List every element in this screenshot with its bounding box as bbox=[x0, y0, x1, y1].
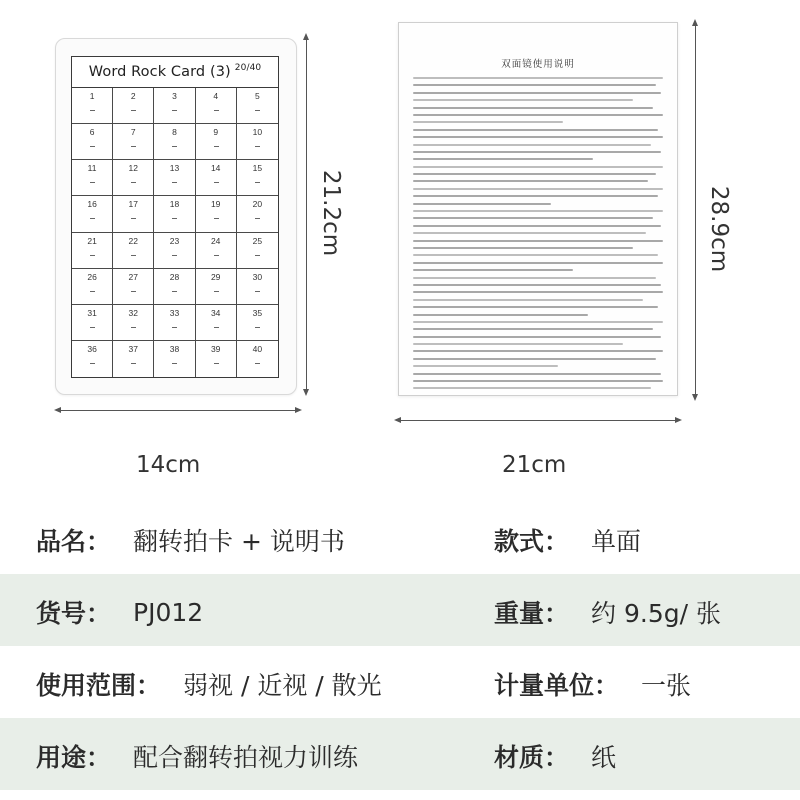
card-cell-number: 32 bbox=[128, 307, 139, 318]
card-cell bbox=[113, 196, 154, 232]
card-cell-symbol bbox=[214, 218, 219, 219]
card-cell-symbol bbox=[172, 327, 177, 328]
sheet-text-line bbox=[413, 84, 656, 86]
card-cell-symbol bbox=[90, 218, 95, 219]
card-cell bbox=[196, 160, 237, 196]
card-cell-number: 12 bbox=[128, 163, 139, 174]
spec-value: 单面 bbox=[591, 527, 642, 556]
card-cell-symbol bbox=[90, 110, 95, 111]
spec-label: 用途： bbox=[36, 743, 112, 772]
arrow-left-icon bbox=[54, 407, 61, 413]
card-cell-number: 2 bbox=[130, 91, 136, 101]
spec-label: 品名： bbox=[36, 527, 112, 556]
card-cell-number: 30 bbox=[252, 271, 263, 282]
sheet-width-label: 21cm bbox=[502, 452, 567, 478]
card-cell bbox=[196, 269, 237, 305]
card-cell-symbol bbox=[214, 146, 219, 147]
card-cell bbox=[154, 160, 195, 196]
card-cell bbox=[72, 341, 113, 377]
card-cell-number: 34 bbox=[210, 307, 221, 318]
card-cell-number: 5 bbox=[255, 91, 260, 101]
card-cell-symbol bbox=[131, 182, 136, 183]
card-cell-number: 6 bbox=[89, 127, 95, 138]
card-cell-symbol bbox=[131, 327, 136, 328]
sheet-title: 双面镜使用说明 bbox=[501, 59, 575, 70]
card-cell bbox=[196, 233, 237, 269]
spec-value: 约 9.5g/ 张 bbox=[591, 599, 721, 628]
card-cell-symbol bbox=[131, 363, 136, 364]
sheet-text-line bbox=[413, 77, 663, 79]
card-cell-symbol bbox=[172, 291, 177, 292]
sheet-text-line bbox=[413, 336, 661, 338]
card-cell-symbol bbox=[131, 110, 136, 111]
spec-value: 配合翻转拍视力训练 bbox=[133, 743, 359, 772]
card-cell bbox=[154, 196, 195, 232]
card-cell-symbol bbox=[172, 182, 177, 183]
sheet-text-line bbox=[413, 136, 663, 138]
arrow-right-icon bbox=[675, 417, 682, 423]
card-title-fraction: 20/40 bbox=[234, 63, 262, 73]
spec-value: 翻转拍卡 + 说明书 bbox=[133, 527, 345, 556]
sheet-text-line bbox=[413, 269, 573, 271]
spec-row-item-no bbox=[0, 574, 800, 646]
card-cell bbox=[72, 88, 113, 124]
card-cell bbox=[237, 196, 278, 232]
card-cell-symbol bbox=[131, 146, 136, 147]
card-cell-symbol bbox=[90, 255, 95, 256]
card-grid bbox=[72, 88, 278, 377]
card-cell-number: 17 bbox=[128, 199, 139, 210]
card-cell-number: 4 bbox=[213, 91, 219, 101]
card-cell-number: 18 bbox=[169, 199, 180, 210]
spec-value: PJ012 bbox=[133, 597, 204, 627]
card-cell bbox=[72, 305, 113, 341]
card-cell-symbol bbox=[90, 146, 95, 147]
card-cell-symbol bbox=[255, 363, 260, 364]
card-cell bbox=[72, 196, 113, 232]
card-cell bbox=[237, 269, 278, 305]
card-cell-number: 35 bbox=[252, 307, 263, 318]
sheet-text-line bbox=[413, 314, 588, 316]
sheet-text-line bbox=[413, 144, 651, 146]
card-cell-number: 16 bbox=[87, 199, 97, 210]
card-cell-symbol bbox=[90, 327, 95, 328]
card-cell-number: 28 bbox=[169, 271, 180, 282]
card-cell-number: 37 bbox=[128, 343, 139, 354]
sheet-text-line bbox=[413, 173, 656, 175]
sheet-text-line bbox=[413, 306, 658, 308]
arrow-up-icon bbox=[692, 19, 698, 26]
spec-label: 货号： bbox=[36, 599, 112, 628]
spec-row-scope bbox=[0, 646, 800, 718]
sheet-text-line bbox=[413, 240, 663, 242]
card-title-text: Word Rock Card (3) bbox=[88, 64, 231, 80]
card-cell-number: 1 bbox=[89, 91, 95, 101]
sheet-text-line bbox=[413, 343, 623, 345]
sheet-text-line bbox=[413, 387, 651, 389]
card-cell-symbol bbox=[214, 255, 219, 256]
card-cell-symbol bbox=[255, 291, 260, 292]
spec-row-use bbox=[0, 718, 800, 790]
card-cell-symbol bbox=[90, 363, 95, 364]
card-cell-number: 27 bbox=[128, 271, 139, 282]
card-cell-symbol bbox=[255, 218, 260, 219]
spec-label: 款式： bbox=[494, 527, 570, 556]
card-cell bbox=[196, 196, 237, 232]
sheet-text-line bbox=[413, 328, 653, 330]
spec-value: 一张 bbox=[641, 671, 692, 700]
card-cell bbox=[113, 124, 154, 160]
card-cell bbox=[196, 88, 237, 124]
instruction-sheet bbox=[398, 22, 678, 396]
card-cell bbox=[154, 341, 195, 377]
card-title bbox=[72, 57, 278, 88]
card-cell-number: 14 bbox=[210, 163, 221, 174]
card-cell-number: 20 bbox=[252, 199, 263, 210]
card-cell bbox=[237, 124, 278, 160]
card-cell-symbol bbox=[172, 110, 177, 111]
card-cell-symbol bbox=[214, 291, 219, 292]
card-cell-number: 19 bbox=[210, 199, 221, 210]
spec-value: 弱视 / 近视 / 散光 bbox=[183, 671, 382, 700]
card-cell bbox=[237, 305, 278, 341]
arrow-up-icon bbox=[303, 33, 309, 40]
card-cell bbox=[113, 305, 154, 341]
card-cell-number: 29 bbox=[210, 271, 221, 282]
card-cell-symbol bbox=[214, 182, 219, 183]
card-cell-number: 15 bbox=[252, 163, 263, 174]
word-rock-card bbox=[55, 38, 297, 395]
card-cell-symbol bbox=[255, 182, 260, 183]
card-cell-symbol bbox=[255, 327, 260, 328]
card-cell-symbol bbox=[255, 255, 260, 256]
card-cell-number: 31 bbox=[87, 307, 97, 318]
sheet-text-line bbox=[413, 188, 663, 190]
card-cell-number: 9 bbox=[213, 127, 219, 138]
card-cell-symbol bbox=[172, 363, 177, 364]
spec-label: 材质： bbox=[494, 743, 570, 772]
card-cell-symbol bbox=[214, 363, 219, 364]
card-cell bbox=[237, 160, 278, 196]
sheet-height-label: 28.9cm bbox=[706, 185, 733, 273]
card-width-dimension-line bbox=[58, 410, 298, 411]
sheet-text-line bbox=[413, 158, 593, 160]
card-cell-symbol bbox=[131, 255, 136, 256]
sheet-text-line bbox=[413, 92, 661, 94]
card-cell bbox=[196, 305, 237, 341]
card-cell-number: 3 bbox=[172, 91, 177, 101]
sheet-text-line bbox=[413, 210, 663, 212]
card-cell-number: 11 bbox=[87, 163, 97, 174]
card-frame bbox=[71, 56, 279, 378]
card-cell-number: 8 bbox=[172, 127, 177, 138]
card-cell bbox=[113, 269, 154, 305]
card-cell bbox=[113, 88, 154, 124]
sheet-text-line bbox=[413, 373, 661, 375]
arrow-right-icon bbox=[295, 407, 302, 413]
sheet-text-line bbox=[413, 358, 656, 360]
sheet-height-dimension-line bbox=[695, 22, 696, 397]
card-cell-symbol bbox=[172, 255, 177, 256]
sheet-text-line bbox=[413, 180, 648, 182]
spec-label: 重量： bbox=[494, 599, 570, 628]
spec-label: 计量单位： bbox=[494, 671, 620, 700]
sheet-text-line bbox=[413, 129, 658, 131]
sheet-text-line bbox=[413, 254, 658, 256]
card-cell-number: 24 bbox=[210, 235, 221, 246]
sheet-text-line bbox=[413, 151, 661, 153]
sheet-text-line bbox=[413, 107, 653, 109]
card-cell bbox=[237, 88, 278, 124]
card-cell-symbol bbox=[214, 327, 219, 328]
sheet-text-line bbox=[413, 247, 633, 249]
sheet-text-line bbox=[413, 217, 653, 219]
card-cell bbox=[113, 341, 154, 377]
arrow-left-icon bbox=[394, 417, 401, 423]
card-cell bbox=[113, 233, 154, 269]
sheet-text-line bbox=[413, 262, 663, 264]
card-cell-number: 23 bbox=[169, 235, 180, 246]
card-cell-symbol bbox=[255, 110, 260, 111]
card-cell-symbol bbox=[255, 146, 260, 147]
card-cell-symbol bbox=[214, 110, 219, 111]
sheet-text-line bbox=[413, 321, 663, 323]
card-cell bbox=[154, 233, 195, 269]
card-cell bbox=[72, 124, 113, 160]
card-cell-number: 26 bbox=[87, 271, 97, 282]
card-cell bbox=[154, 305, 195, 341]
card-cell bbox=[154, 269, 195, 305]
sheet-text-line bbox=[413, 380, 663, 382]
card-cell-symbol bbox=[131, 218, 136, 219]
sheet-text-line bbox=[413, 299, 643, 301]
card-cell-number: 40 bbox=[252, 343, 263, 354]
card-cell-number: 22 bbox=[128, 235, 139, 246]
sheet-text-line bbox=[413, 225, 661, 227]
card-cell bbox=[154, 124, 195, 160]
sheet-text-line bbox=[413, 284, 661, 286]
card-cell bbox=[154, 88, 195, 124]
sheet-text-line bbox=[413, 114, 663, 116]
card-cell-number: 7 bbox=[130, 127, 136, 138]
sheet-text-line bbox=[413, 350, 663, 352]
card-cell-symbol bbox=[172, 146, 177, 147]
card-cell bbox=[237, 341, 278, 377]
card-cell-number: 25 bbox=[252, 235, 263, 246]
card-cell-symbol bbox=[90, 182, 95, 183]
sheet-text-line bbox=[413, 291, 663, 293]
card-cell bbox=[196, 341, 237, 377]
sheet-text-line bbox=[413, 166, 663, 168]
card-cell-symbol bbox=[90, 291, 95, 292]
arrow-down-icon bbox=[692, 394, 698, 401]
sheet-text-line bbox=[413, 121, 563, 123]
sheet-width-dimension-line bbox=[398, 420, 678, 421]
card-cell-symbol bbox=[131, 291, 136, 292]
sheet-text-line bbox=[413, 99, 633, 101]
card-height-label: 21.2cm bbox=[318, 169, 345, 257]
card-cell bbox=[237, 233, 278, 269]
arrow-down-icon bbox=[303, 389, 309, 396]
sheet-text-line bbox=[413, 395, 658, 396]
card-cell bbox=[196, 124, 237, 160]
card-cell bbox=[72, 160, 113, 196]
card-cell bbox=[113, 160, 154, 196]
card-cell-number: 13 bbox=[169, 163, 180, 174]
card-cell bbox=[72, 233, 113, 269]
spec-label: 使用范围： bbox=[36, 671, 162, 700]
card-height-dimension-line bbox=[306, 36, 307, 392]
card-cell-number: 36 bbox=[87, 343, 97, 354]
spec-row-name bbox=[0, 502, 800, 574]
card-cell-symbol bbox=[172, 218, 177, 219]
card-width-label: 14cm bbox=[136, 452, 201, 478]
sheet-text-line bbox=[413, 203, 551, 205]
sheet-text-line bbox=[413, 277, 656, 279]
card-cell-number: 33 bbox=[169, 307, 180, 318]
sheet-text-line bbox=[413, 232, 646, 234]
card-cell-number: 39 bbox=[210, 343, 221, 354]
card-cell-number: 21 bbox=[87, 235, 97, 246]
card-cell-number: 10 bbox=[252, 127, 263, 138]
card-cell bbox=[72, 269, 113, 305]
spec-value: 纸 bbox=[591, 743, 617, 772]
sheet-text-line bbox=[413, 195, 658, 197]
sheet-text-block bbox=[413, 77, 663, 396]
sheet-text-line bbox=[413, 365, 558, 367]
card-cell-number: 38 bbox=[169, 343, 180, 354]
